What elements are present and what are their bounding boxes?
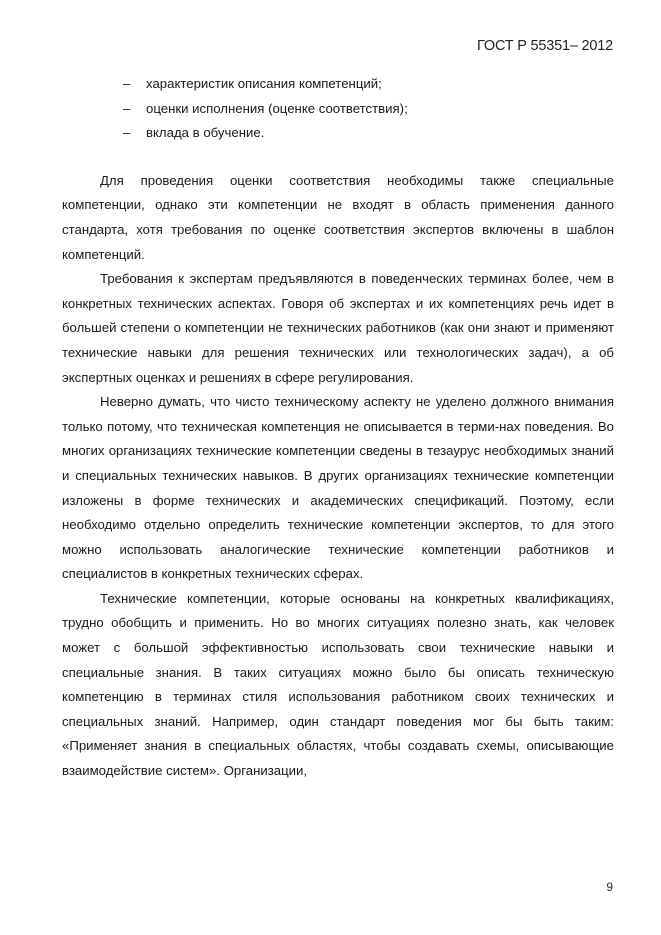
list-item-text: характеристик описания компетенций; [146,76,382,91]
list-item-text: оценки исполнения (оценке соответствия); [146,100,408,116]
paragraph: Технические компетенции, которые основаны на конкретных квалификациях, трудно обобщить и применить. Но во многих ситуациях полезно знать, как человек может с большой эффективностью использовать свои технические навыки и специальные знания. В таких ситуациях можно было бы описать техническую компетенцию в терминах стиля использования работником своих технических и специальных знаний. Например, один стандарт поведения мог бы быть таким: «Применяет знания в специальных областях, чтобы создавать схемы, описывающие взаимодействие систем». Организации, [62,590,614,779]
list-item [62,121,614,146]
list-item-text: вклада в обучение. [146,125,265,141]
list-dash: – [123,76,131,91]
document-header: ГОСТ Р 55351– 2012 [477,38,613,54]
list-dash: – [123,125,131,141]
list-dash: – [123,100,131,116]
list-item [62,72,614,97]
document-body [62,72,614,784]
list-item [62,97,614,122]
paragraph-spacer [62,146,614,169]
paragraph: Неверно думать, что чисто техническому аспекту не уделено должного внимания только потому, что техническая компетенция не описывается в терми-нах поведения. Во многих организациях технические компетенции сведены в тезаурус необходимых знаний и специальных технических навыков. В других организациях технические компетенции изложены в форме технических и академических спецификаций. Поэтому, если необходимо отдельно определить технические компетенции экспертов, то для этого можно использовать аналогические технические компетенции работников и специалистов в конкретных технических сферах. [62,394,614,582]
paragraph: Для проведения оценки соответствия необходимы также специальные компетенции, однако эти компетенции не входят в область применения данного стандарта, хотя требования по оценке соответствия экспертов включены в шаблон компетенций. [62,172,614,262]
paragraph: Требования к экспертам предъявляются в поведенческих терминах более, чем в конкретных технических аспектах. Говоря об экспертах и их компетенциях речь идет в большей степени о компетенции не технических работников (как они знают и применяют технические навыки для решения технических или технологических задач), а об экспертных оценках и решениях в сфере регулирования. [62,271,614,385]
page-number: 9 [606,880,613,894]
